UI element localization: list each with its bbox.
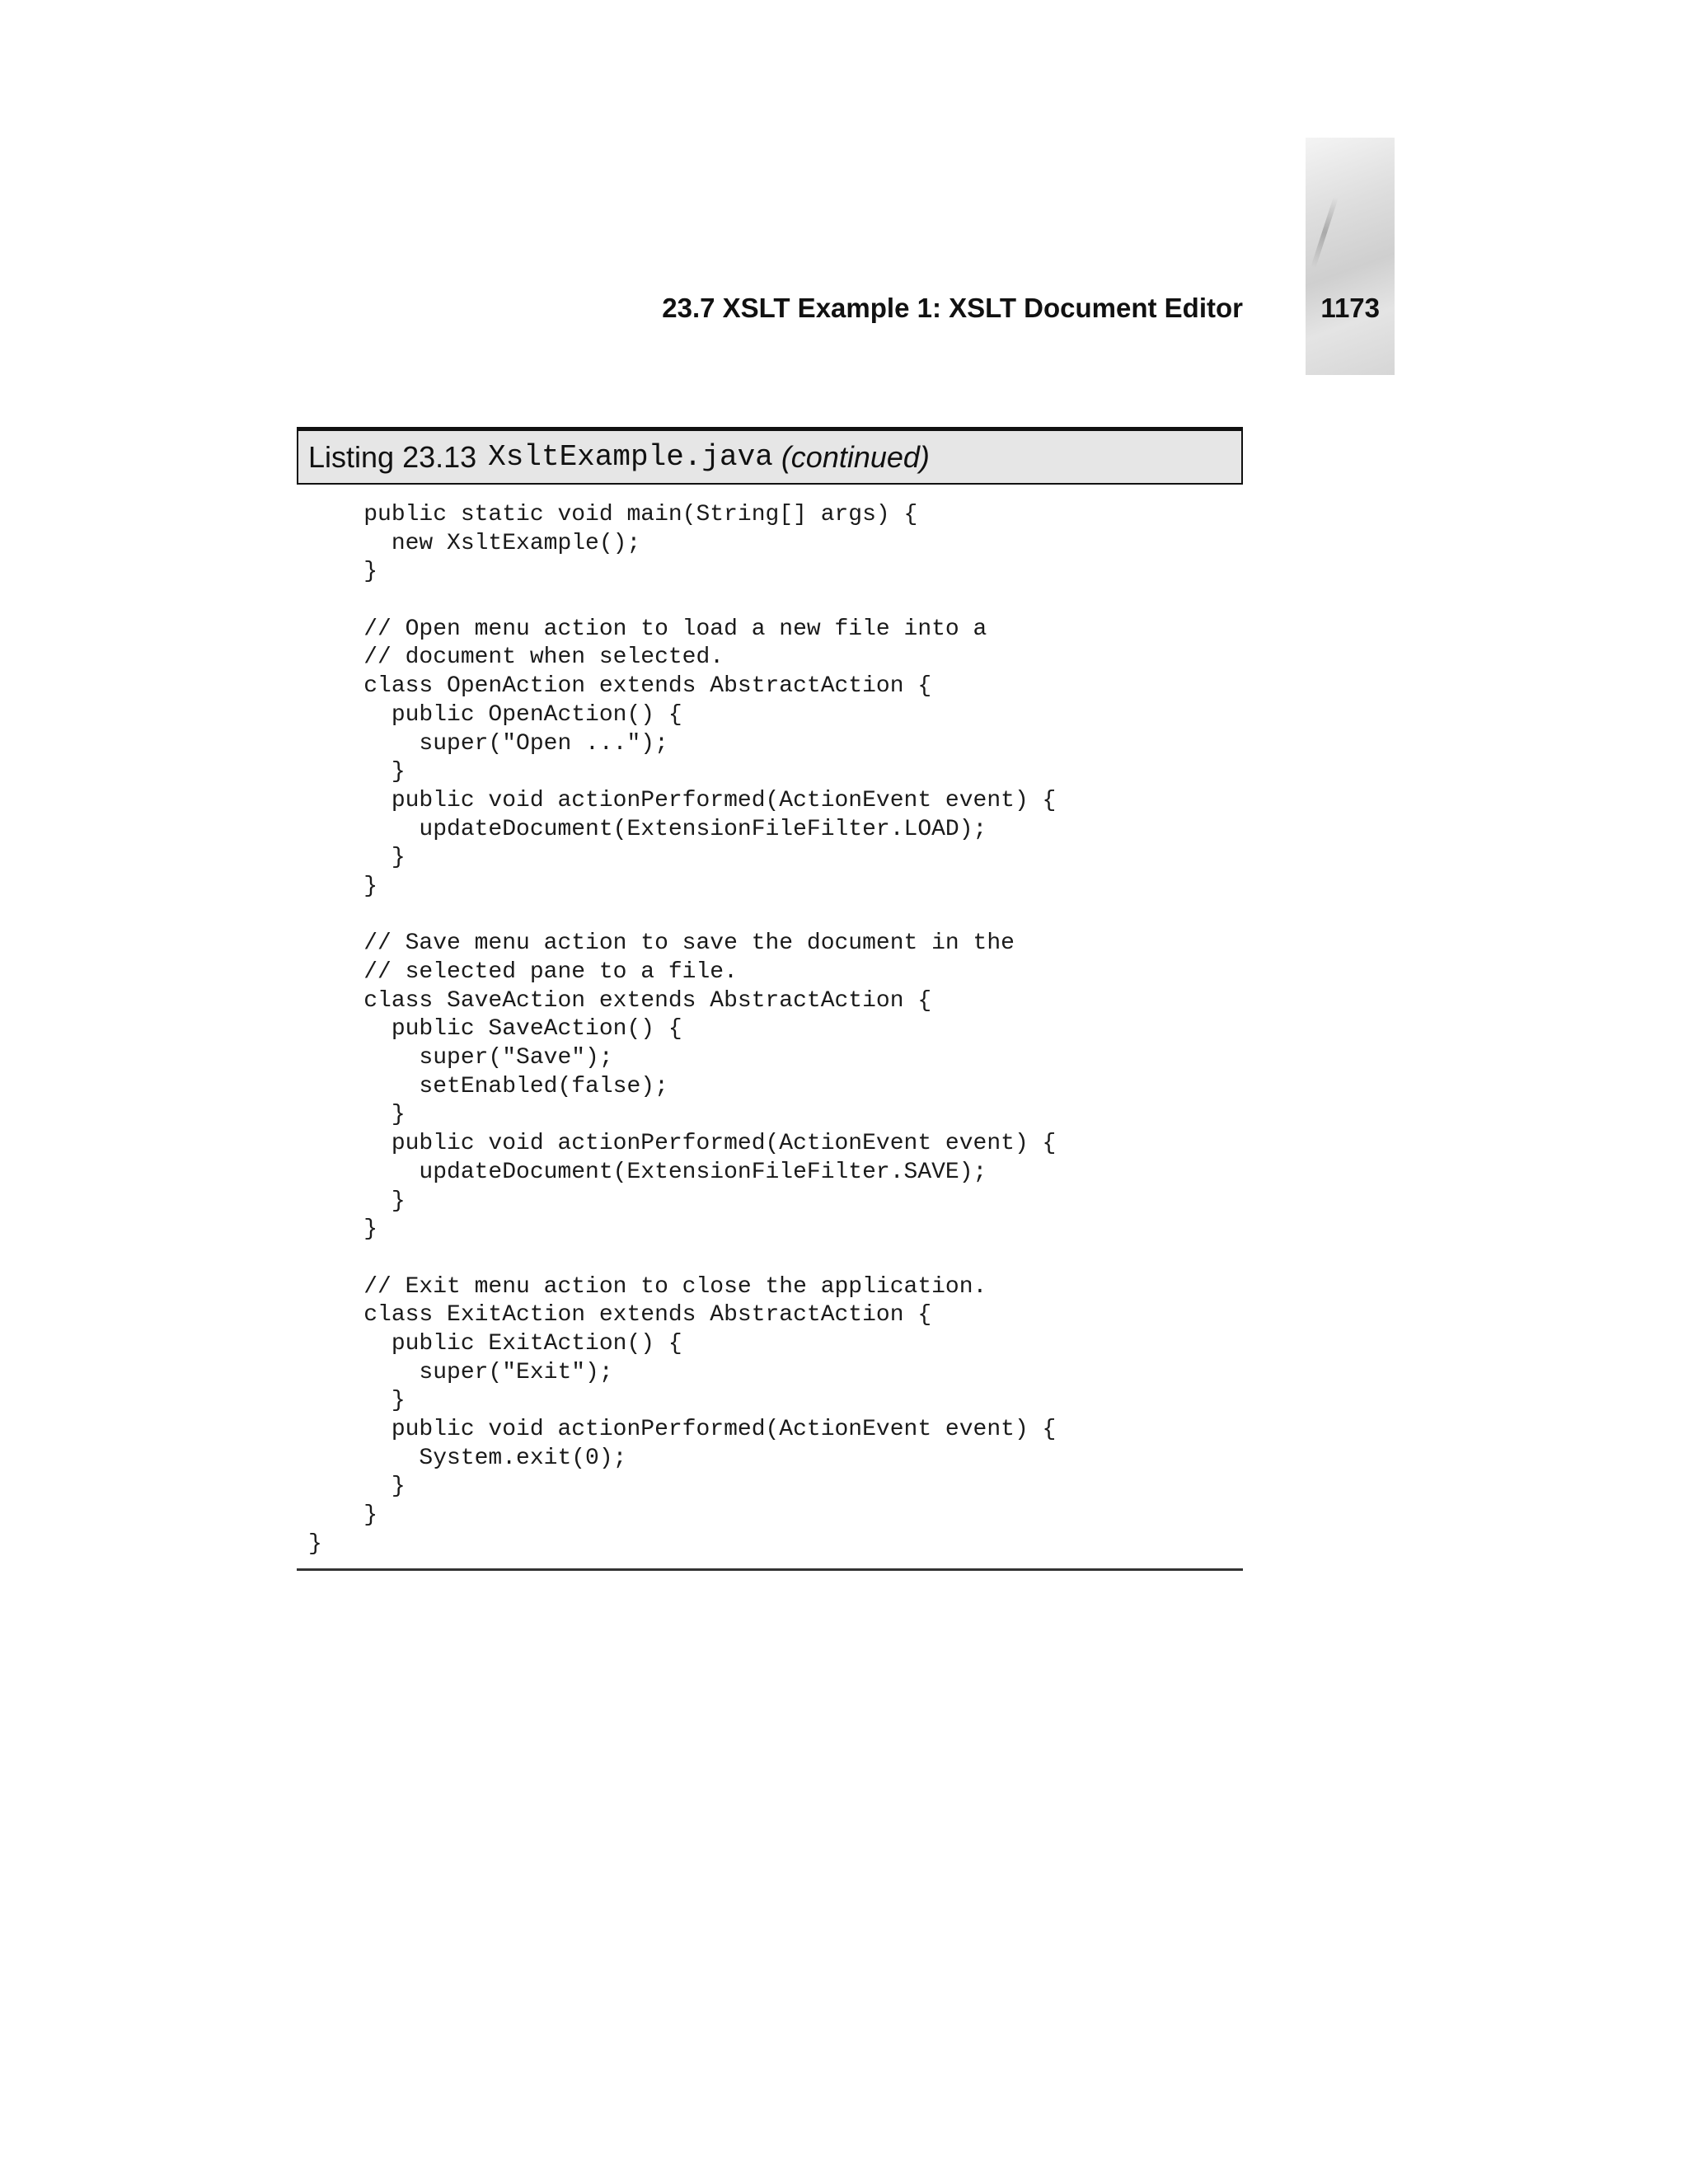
code-line: new XsltExample(); xyxy=(308,530,641,556)
code-line: public void actionPerformed(ActionEvent event) { xyxy=(308,1417,1057,1442)
code-line: } xyxy=(308,1388,406,1414)
listing-continued: (continued) xyxy=(781,439,930,474)
page-number: 1173 xyxy=(1320,293,1380,323)
thumb-tab-streak xyxy=(1311,196,1339,268)
code-line: class OpenAction extends AbstractAction { xyxy=(308,673,932,700)
code-listing xyxy=(308,501,1056,1558)
listing-filename: XsltExample.java xyxy=(488,440,773,474)
listing-bottom-rule xyxy=(297,1568,1243,1571)
code-line: class SaveAction extends AbstractAction { xyxy=(308,987,932,1014)
code-line: } xyxy=(308,759,406,785)
code-line: super("Open ..."); xyxy=(308,730,668,757)
listing-label: Listing 23.13 xyxy=(308,439,477,474)
code-line: public ExitAction() { xyxy=(308,1330,682,1357)
code-line: } xyxy=(308,873,378,899)
code-line: super("Save"); xyxy=(308,1045,613,1071)
code-line: // Exit menu action to close the application. xyxy=(308,1273,987,1300)
code-line: // selected pane to a file. xyxy=(308,959,738,985)
code-line: // document when selected. xyxy=(308,644,724,671)
code-line: updateDocument(ExtensionFileFilter.SAVE); xyxy=(308,1159,987,1185)
code-line: } xyxy=(308,1102,406,1128)
code-line: super("Exit"); xyxy=(308,1359,613,1385)
code-line: } xyxy=(308,1474,406,1500)
code-line: // Open menu action to load a new file into a xyxy=(308,616,987,642)
code-line: public static void main(String[] args) { xyxy=(308,502,918,527)
code-line: public void actionPerformed(ActionEvent event) { xyxy=(308,1131,1057,1157)
code-line: updateDocument(ExtensionFileFilter.LOAD); xyxy=(308,816,987,842)
code-line: } xyxy=(308,559,378,585)
code-line: System.exit(0); xyxy=(308,1445,627,1471)
code-line: } xyxy=(308,1502,378,1529)
thumb-tab xyxy=(1306,138,1395,375)
code-line: public void actionPerformed(ActionEvent event) { xyxy=(308,787,1057,813)
code-line: public SaveAction() { xyxy=(308,1016,682,1043)
code-line: } xyxy=(308,1530,322,1557)
code-line: } xyxy=(308,845,406,871)
code-line: } xyxy=(308,1216,378,1243)
running-head: 23.7 XSLT Example 1: XSLT Document Editor xyxy=(662,293,1243,323)
code-line xyxy=(308,587,1056,616)
code-line: public OpenAction() { xyxy=(308,701,682,728)
code-line: setEnabled(false); xyxy=(308,1073,668,1099)
code-line: } xyxy=(308,1188,406,1214)
code-line: // Save menu action to save the document in the xyxy=(308,930,1015,957)
listing-header xyxy=(297,427,1243,485)
code-line xyxy=(308,902,1056,930)
code-line: class ExitAction extends AbstractAction { xyxy=(308,1302,932,1329)
code-line xyxy=(308,1244,1056,1273)
